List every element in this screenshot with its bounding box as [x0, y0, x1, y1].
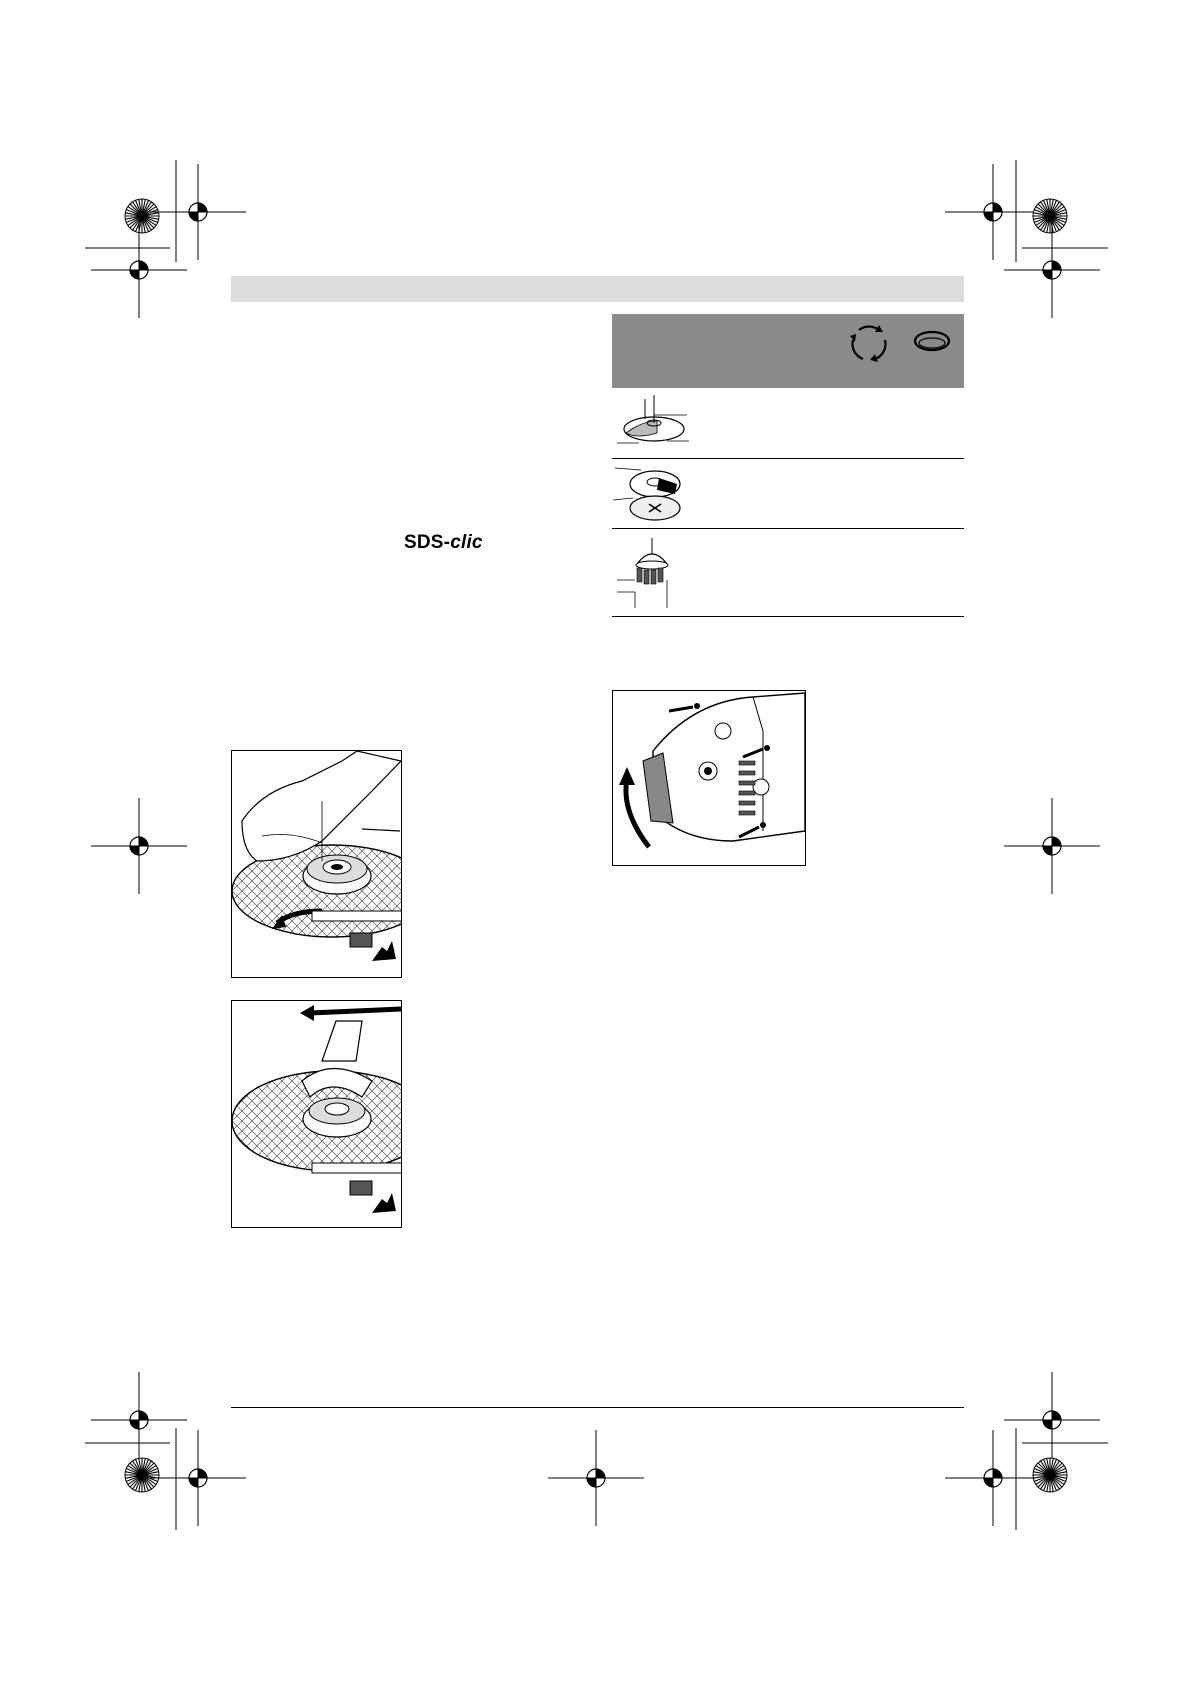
- flap-disc-icon: [617, 393, 697, 451]
- table-bottom-rule: [612, 616, 964, 617]
- figure-disc-wrench: [231, 1000, 402, 1228]
- row-divider: [612, 528, 964, 529]
- row-divider: [612, 458, 964, 459]
- gear-head-illustration: [613, 691, 805, 865]
- header-band: [231, 276, 964, 302]
- grinding-disc-icon: [613, 464, 693, 526]
- figure-disc-release: [231, 750, 402, 978]
- recycle-icon: [845, 320, 893, 368]
- ring-icon: [912, 328, 952, 354]
- disc-release-illustration: [232, 751, 401, 977]
- cup-brush-icon: [617, 534, 687, 610]
- logo-prefix: SDS-: [404, 532, 451, 553]
- tool-table-header: [612, 314, 964, 388]
- disc-wrench-illustration: [232, 1001, 401, 1227]
- figure-gear-head: [612, 690, 806, 866]
- footer-rule: [231, 1407, 964, 1408]
- sds-clic-logo: [404, 532, 483, 554]
- logo-suffix: clic: [450, 532, 483, 553]
